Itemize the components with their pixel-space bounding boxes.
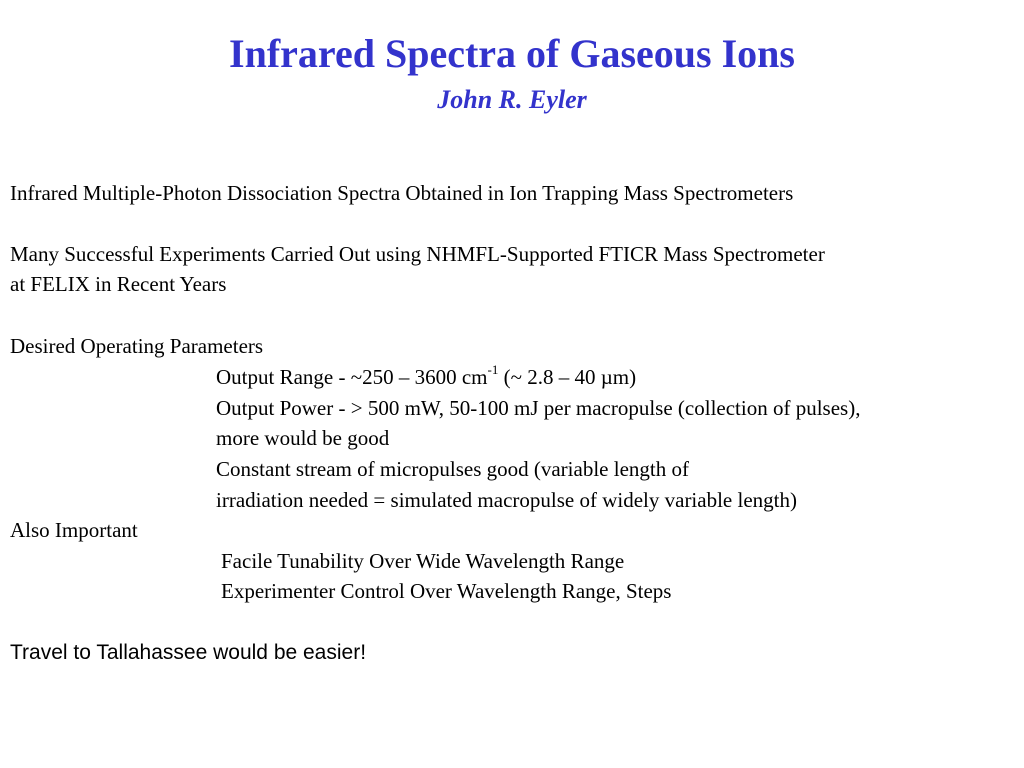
paragraph-experiments-line2: at FELIX in Recent Years [10, 272, 227, 296]
output-range-text: Output Range - ~250 – 3600 cm [216, 365, 488, 389]
also-important-heading: Also Important [10, 518, 138, 542]
also-important-item-tunability: Facile Tunability Over Wide Wavelength Range [221, 549, 625, 573]
constant-stream-line1: Constant stream of micropulses good (variable length of [216, 457, 689, 481]
also-important-item-control: Experimenter Control Over Wavelength Range, Steps [221, 579, 672, 603]
closing-remark: Travel to Tallahassee would be easier! [10, 641, 367, 664]
paragraph-experiments-line1: Many Successful Experiments Carried Out using NHMFL-Supported FTICR Mass Spectrometer [10, 242, 825, 266]
output-range-wavelength: (~ 2.8 – 40 µm) [498, 365, 637, 389]
output-power-line1: Output Power - > 500 mW, 50-100 mJ per macropulse (collection of pulses), [216, 396, 861, 420]
desired-parameters-heading: Desired Operating Parameters [10, 334, 264, 358]
paragraph-ir-spectra: Infrared Multiple-Photon Dissociation Spectra Obtained in Ion Trapping Mass Spectrometers [10, 181, 794, 205]
output-range-exponent: -1 [487, 362, 499, 377]
output-power-line2: more would be good [216, 426, 390, 450]
output-range-item [216, 364, 636, 390]
slide-title: Infrared Spectra of Gaseous Ions [229, 31, 795, 76]
constant-stream-line2: irradiation needed = simulated macropulse of widely variable length) [216, 488, 797, 512]
slide-author: John R. Eyler [437, 85, 587, 114]
